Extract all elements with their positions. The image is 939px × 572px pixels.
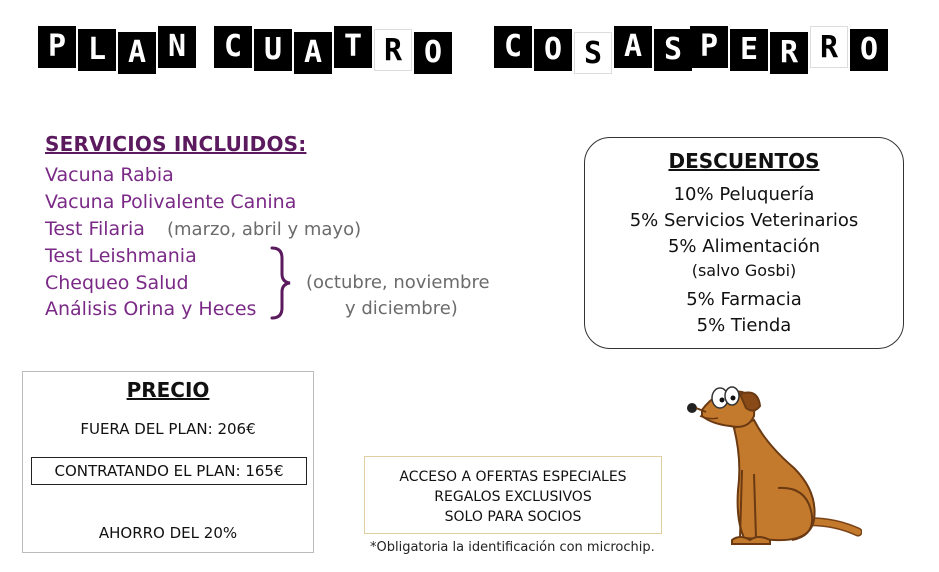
discount-item: 10% Peluquería xyxy=(673,184,815,205)
discount-item: 5% Farmacia xyxy=(686,289,802,310)
title-letter-tile: S xyxy=(574,32,612,74)
title-letter-tile: O xyxy=(850,29,888,71)
service-item: Análisis Orina y Heces xyxy=(45,298,257,320)
service-item: Chequeo Salud xyxy=(45,272,189,294)
discount-exception: (salvo Gosbi) xyxy=(691,261,797,280)
title-word-perro xyxy=(690,26,905,82)
brace-icon xyxy=(268,246,294,320)
price-with-plan: CONTRATANDO EL PLAN: 165€ xyxy=(31,457,307,485)
price-heading: PRECIO xyxy=(126,378,210,402)
title-letter-tile: O xyxy=(534,29,572,71)
title-letter-tile: A xyxy=(294,32,332,74)
service-item: Vacuna Polivalente Canina xyxy=(45,191,297,213)
discounts-panel xyxy=(584,137,904,349)
price-saving: AHORRO DEL 20% xyxy=(98,524,238,542)
page-title xyxy=(38,26,908,82)
title-letter-tile: S xyxy=(654,29,692,71)
dog-illustration xyxy=(682,370,862,550)
discount-item: 5% Servicios Veterinarios xyxy=(629,210,859,231)
price-outside-plan: FUERA DEL PLAN: 206€ xyxy=(80,420,256,438)
title-letter-tile: A xyxy=(118,32,156,74)
service-item: Test Leishmania xyxy=(45,245,197,267)
discounts-heading: DESCUENTOS xyxy=(668,149,820,173)
title-letter-tile: R xyxy=(770,32,808,74)
microchip-footnote: *Obligatoria la identificación con microchip. xyxy=(370,540,655,555)
title-letter-tile: L xyxy=(78,29,116,71)
offers-panel xyxy=(364,456,662,534)
title-letter-tile: P xyxy=(690,26,728,68)
service-item: Test Filaria xyxy=(45,218,145,240)
title-letter-tile: C xyxy=(214,26,252,68)
title-word-plan xyxy=(38,26,198,82)
title-letter-tile: T xyxy=(334,26,372,68)
offer-line: SOLO PARA SOCIOS xyxy=(444,509,582,525)
title-letter-tile: N xyxy=(158,26,196,68)
price-panel xyxy=(22,371,314,553)
autumn-note-line1: (octubre, noviembre xyxy=(306,272,490,293)
filaria-note: (marzo, abril y mayo) xyxy=(167,219,362,240)
title-letter-tile: U xyxy=(254,29,292,71)
title-letter-tile: P xyxy=(38,26,76,68)
offer-line: REGALOS EXCLUSIVOS xyxy=(434,489,592,505)
services-heading: SERVICIOS INCLUIDOS: xyxy=(45,132,307,156)
discount-item: 5% Alimentación xyxy=(667,236,820,257)
title-letter-tile: R xyxy=(374,29,412,71)
discount-item: 5% Tienda xyxy=(696,315,792,336)
autumn-note-line2: y diciembre) xyxy=(345,298,458,319)
title-letter-tile: R xyxy=(810,26,848,68)
title-letter-tile: A xyxy=(614,26,652,68)
title-letter-tile: O xyxy=(414,32,452,74)
title-letter-tile: C xyxy=(494,26,532,68)
offer-line: ACCESO A OFERTAS ESPECIALES xyxy=(399,469,627,485)
title-word-cosas xyxy=(494,26,704,82)
service-item: Vacuna Rabia xyxy=(45,164,174,186)
title-letter-tile: E xyxy=(730,29,768,71)
title-word-cuatro xyxy=(214,26,464,82)
